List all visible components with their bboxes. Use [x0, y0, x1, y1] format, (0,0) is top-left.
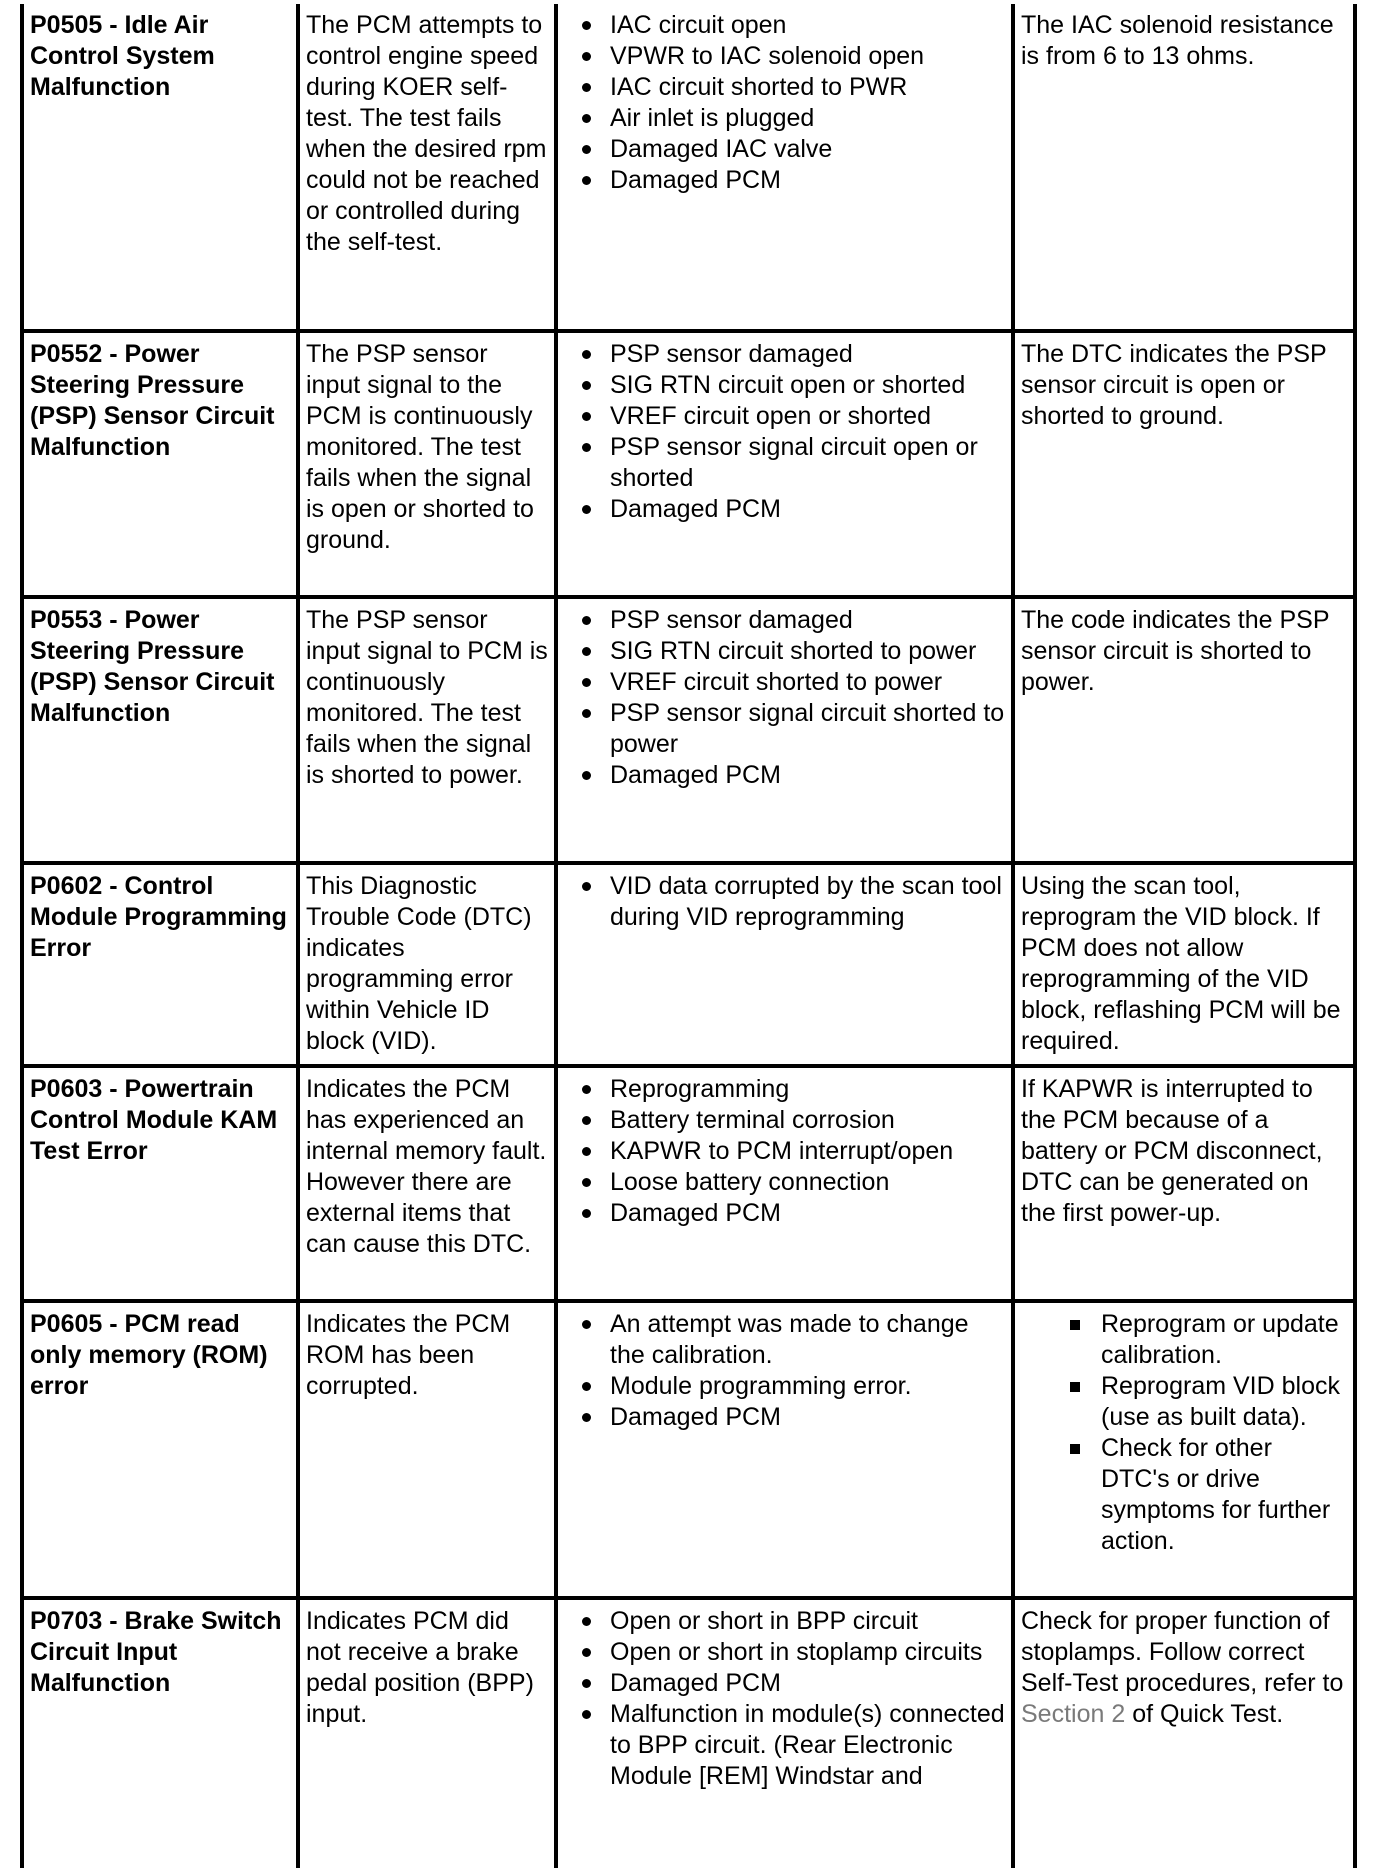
list-item: Malfunction in module(s) connected to BPP circuit. (Rear Electronic Module [REM] Windstar and [610, 1700, 1005, 1790]
possible-causes-cell [556, 1301, 1013, 1598]
list-item: Damaged PCM [610, 165, 1005, 196]
action-cell: Using the scan tool, reprogram the VID block. If PCM does not allow reprogramming of the VID block, reflashing PCM will be required. [1013, 863, 1355, 1066]
list-item: Damaged PCM [610, 760, 1005, 791]
action-cell: The DTC indicates the PSP sensor circuit is open or shorted to ground. [1013, 331, 1355, 597]
table-row [22, 4, 1355, 331]
possible-causes-cell [556, 1598, 1013, 1868]
list-item: An attempt was made to change the calibration. [610, 1309, 1005, 1371]
list-item: Module programming error. [610, 1371, 1005, 1402]
causes-list [564, 339, 1005, 525]
condition-cell: Indicates PCM did not receive a brake pedal position (BPP) input. [298, 1598, 556, 1868]
list-item: PSP sensor damaged [610, 339, 1005, 370]
table-row [22, 863, 1355, 1066]
list-item: VPWR to IAC solenoid open [610, 41, 1005, 72]
dtc-code-cell: P0505 - Idle Air Control System Malfunction [22, 4, 298, 331]
action-cell [1013, 1301, 1355, 1598]
list-item: PSP sensor signal circuit shorted to power [610, 699, 1005, 758]
action-cell: The IAC solenoid resistance is from 6 to 13 ohms. [1013, 4, 1355, 331]
list-item: Reprogram VID block (use as built data). [1101, 1371, 1347, 1433]
causes-list [564, 10, 1005, 196]
possible-causes-cell [556, 331, 1013, 597]
list-item: PSP sensor damaged [610, 605, 1005, 636]
dtc-code-cell: P0603 - Powertrain Control Module KAM Test Error [22, 1066, 298, 1301]
list-item: Check for other DTC's or drive symptoms for further action. [1101, 1433, 1347, 1557]
list-item: Damaged PCM [610, 1198, 1005, 1229]
list-item: Damaged PCM [610, 1668, 1005, 1699]
list-item: Battery terminal corrosion [610, 1105, 1005, 1136]
action-text: Check for proper function of stoplamps. Follow correct Self-Test procedures, refer to [1021, 1607, 1344, 1697]
list-item: VREF circuit open or shorted [610, 401, 1005, 432]
condition-cell: Indicates the PCM has experienced an internal memory fault. However there are external items that can cause this DTC. [298, 1066, 556, 1301]
list-item: VREF circuit shorted to power [610, 667, 1005, 698]
list-item: PSP sensor signal circuit open or shorted [610, 432, 1005, 494]
list-item: Reprogramming [610, 1074, 1005, 1105]
list-item: Open or short in BPP circuit [610, 1606, 1005, 1637]
list-item: Damaged IAC valve [610, 134, 1005, 165]
list-item: KAPWR to PCM interrupt/open [610, 1136, 1005, 1167]
condition-cell: Indicates the PCM ROM has been corrupted. [298, 1301, 556, 1598]
causes-list [564, 1606, 1005, 1792]
action-cell: If KAPWR is interrupted to the PCM because of a battery or PCM disconnect, DTC can be generated on the first power-up. [1013, 1066, 1355, 1301]
causes-list [564, 1074, 1005, 1229]
causes-list [564, 605, 1005, 791]
dtc-code-cell: P0703 - Brake Switch Circuit Input Malfunction [22, 1598, 298, 1868]
dtc-code-cell: P0553 - Power Steering Pressure (PSP) Sensor Circuit Malfunction [22, 597, 298, 863]
section-2-link[interactable]: Section 2 [1021, 1700, 1126, 1728]
list-item: Air inlet is plugged [610, 103, 1005, 134]
list-item: SIG RTN circuit shorted to power [610, 636, 1005, 667]
list-item: Reprogram or update calibration. [1101, 1309, 1347, 1371]
list-item: IAC circuit open [610, 10, 1005, 41]
list-item: VID data corrupted by the scan tool during VID reprogramming [610, 871, 1005, 933]
list-item: Damaged PCM [610, 494, 1005, 525]
action-cell: The code indicates the PSP sensor circuit is shorted to power. [1013, 597, 1355, 863]
possible-causes-cell [556, 1066, 1013, 1301]
causes-list [564, 871, 1005, 933]
dtc-code-cell: P0602 - Control Module Programming Error [22, 863, 298, 1066]
list-item: Open or short in stoplamp circuits [610, 1637, 1005, 1668]
possible-causes-cell [556, 4, 1013, 331]
table-row [22, 597, 1355, 863]
dtc-code-cell: P0552 - Power Steering Pressure (PSP) Sensor Circuit Malfunction [22, 331, 298, 597]
list-item: Loose battery connection [610, 1167, 1005, 1198]
table-row [22, 1301, 1355, 1598]
table-row [22, 1598, 1355, 1868]
condition-cell: The PCM attempts to control engine speed during KOER self-test. The test fails when the desired rpm could not be reached or controlled during the self-test. [298, 4, 556, 331]
actions-list [1021, 1309, 1347, 1557]
condition-cell: The PSP sensor input signal to the PCM is continuously monitored. The test fails when the signal is open or shorted to ground. [298, 331, 556, 597]
list-item: IAC circuit shorted to PWR [610, 72, 1005, 103]
possible-causes-cell [556, 597, 1013, 863]
dtc-code-cell: P0605 - PCM read only memory (ROM) error [22, 1301, 298, 1598]
causes-list [564, 1309, 1005, 1433]
condition-cell: The PSP sensor input signal to PCM is continuously monitored. The test fails when the signal is shorted to power. [298, 597, 556, 863]
action-text: of Quick Test. [1125, 1700, 1284, 1728]
list-item: SIG RTN circuit open or shorted [610, 370, 1005, 401]
condition-cell: This Diagnostic Trouble Code (DTC) indicates programming error within Vehicle ID block (VID). [298, 863, 556, 1066]
table-row [22, 1066, 1355, 1301]
possible-causes-cell [556, 863, 1013, 1066]
list-item: Damaged PCM [610, 1402, 1005, 1433]
table-row [22, 331, 1355, 597]
dtc-table [20, 4, 1357, 1868]
action-cell [1013, 1598, 1355, 1868]
